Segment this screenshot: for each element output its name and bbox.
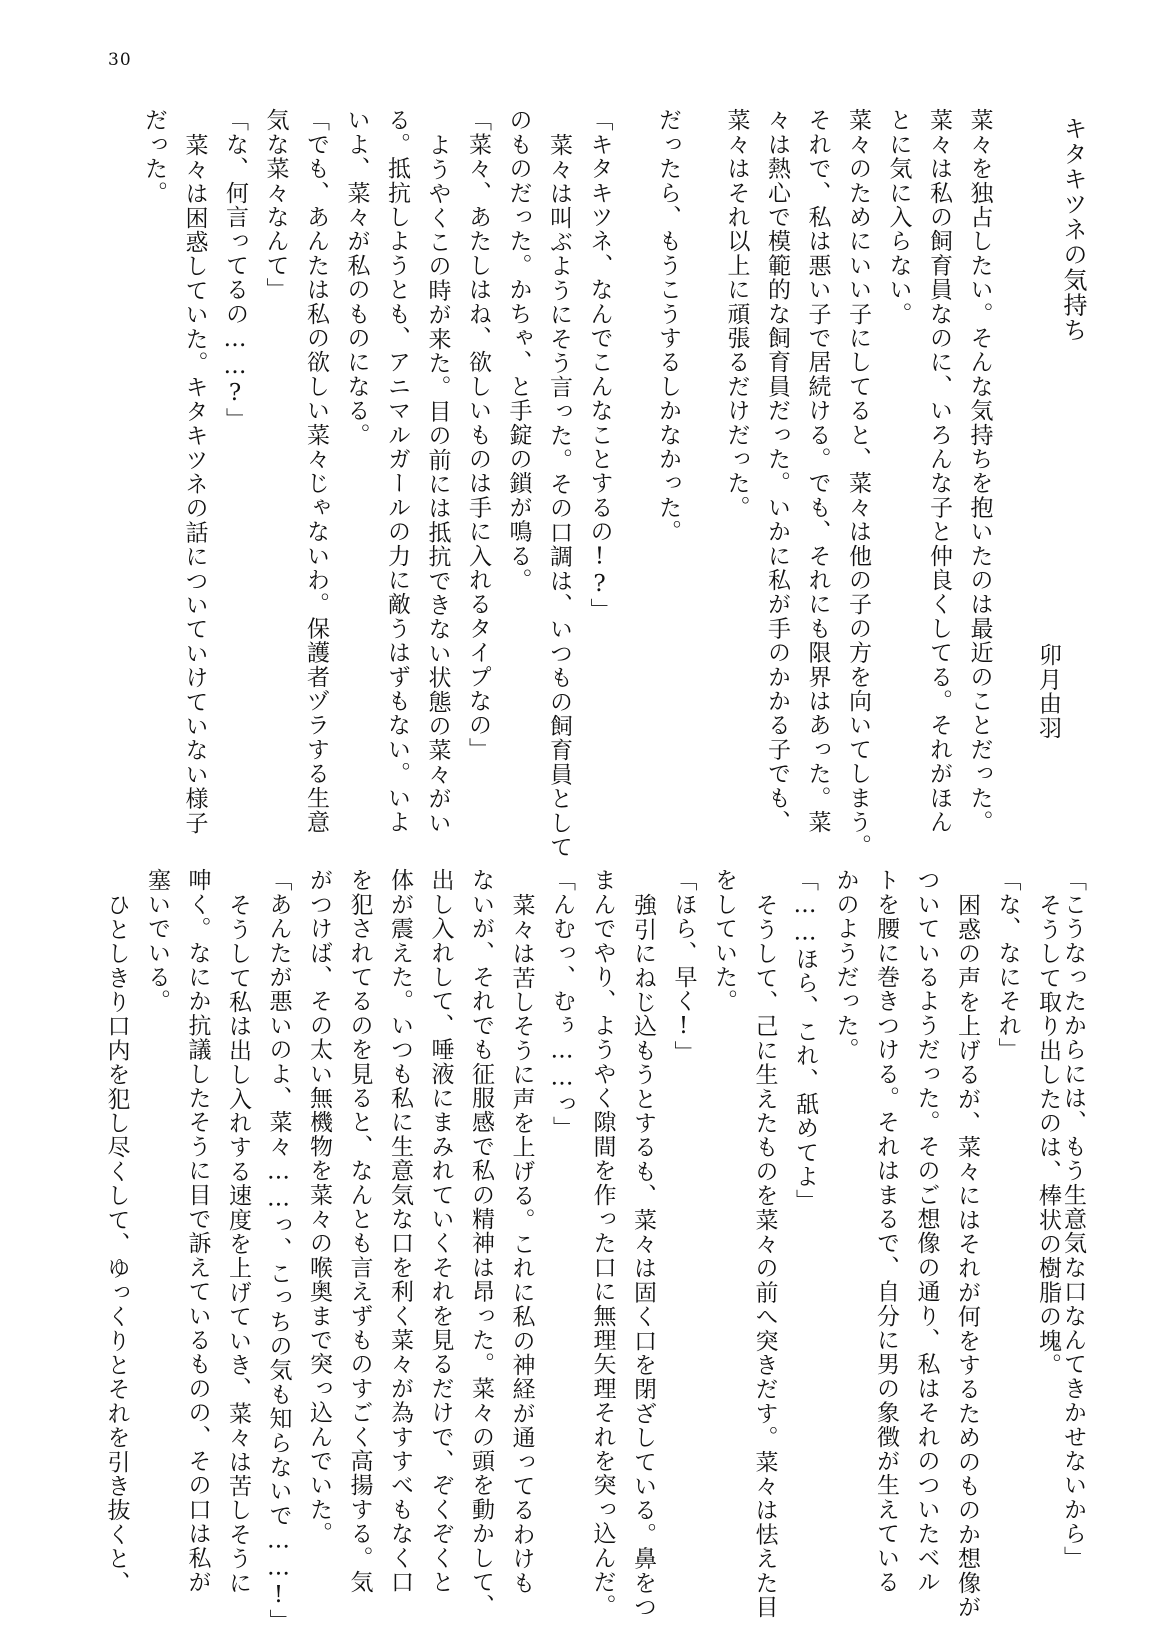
text-line: かのようだった。 <box>832 868 859 1062</box>
text-line: 体が震えた。いつも私に生意気な口を利く菜々が為すすべもなく口 <box>387 868 413 1594</box>
text-line: 塞いでいる。 <box>144 868 170 1014</box>
paragraph-spacer <box>612 108 640 828</box>
text-line: がつけば、その太い無機物を菜々の喉奥まで突っ込んでいた。 <box>306 868 332 1546</box>
story-title: キタキツネの気持ち <box>1059 116 1087 343</box>
text-line: 強引にねじ込もうとするも、菜々は固く口を閉ざしている。鼻をつ <box>630 893 656 1619</box>
text-line: 呻く。なにか抗議したそうに目で訴えているものの、その口は私が <box>184 868 211 1594</box>
text-line: そうして取り出したのは、棒状の樹脂の塊。 <box>1035 893 1061 1377</box>
text-line: ないが、それでも征服感で私の精神は昂った。菜々の頭を動かして、 <box>468 868 494 1619</box>
text-line: トを腰に巻きつける。それはまるで、自分に男の象徴が生えている <box>873 868 899 1594</box>
text-line: 「んむっ、むぅ……っ」 <box>549 868 575 1141</box>
text-line: 菜々はそれ以上に頑張るだけだった。 <box>723 108 750 520</box>
text-line: 菜々は困惑していた。キタキツネの話についていけていない様子 <box>181 133 208 835</box>
text-line: 「キタキツネ、なんでこんなことするの!?」 <box>586 108 613 623</box>
text-line: とに気に入らない。 <box>885 108 912 326</box>
text-line: ひとしきり口内を犯し尽くして、ゆっくりとそれを引き抜くと、 <box>103 893 130 1595</box>
text-line: 「ほら、早く!」 <box>670 868 697 1065</box>
text-line: のものだった。かちゃ、と手錠の鎖が鳴る。 <box>505 108 532 592</box>
paragraph-spacer <box>680 108 708 828</box>
text-line: 「あんたが悪いのよ、菜々……っ、こっちの気も知らないで……!」 <box>265 868 292 1634</box>
text-line: 「でも、あんたは私の欲しい菜々じゃないわ。保護者ヅラする生意 <box>303 108 329 834</box>
text-line: ついているようだった。そのご想像の通り、私はそれのついたベル <box>913 868 940 1594</box>
text-line: 出し入れして、唾液にまみれていくそれを見るだけで、ぞくぞくと <box>427 868 454 1594</box>
page-number: 30 <box>108 50 132 70</box>
text-line: そうして、己に生えたものを菜々の前へ突きだす。菜々は怯えた目 <box>751 893 778 1620</box>
text-line: 菜々を独占したい。そんな気持ちを抱いたのは最近のことだった。 <box>966 108 993 834</box>
text-line: 気な菜々なんて」 <box>262 108 289 302</box>
text-line: 菜々は私の飼育員なのに、いろんな子と仲良くしてる。それがほん <box>926 108 952 834</box>
text-line: だったら、もうこうするしかなかった。 <box>655 108 681 544</box>
text-line: ようやくこの時が来た。目の前には抵抗できない状態の菜々がい <box>424 133 451 835</box>
text-line: 困惑の声を上げるが、菜々にはそれが何をするためのものか想像が <box>954 893 980 1619</box>
text-line: 菜々は苦しそうに声を上げる。これに私の神経が通ってるわけも <box>508 893 535 1595</box>
text-line: 々は熱心で模範的な飼育員だった。いかに私が手のかかる子でも、 <box>764 108 790 834</box>
text-line: をしていた。 <box>711 868 737 1014</box>
text-line: そうして私は出し入れする速度を上げていき、菜々は苦しそうに <box>225 893 251 1595</box>
text-line: だった。 <box>141 108 167 205</box>
text-line: 「……ほら、これ、舐めてよ」 <box>792 868 818 1213</box>
text-line: まんでやり、ようやく隙間を作った口に無理矢理それを突っ込んだ。 <box>589 868 616 1619</box>
text-line: 菜々のためにいい子にしてると、菜々は他の子の方を向いてしまう。 <box>845 108 871 859</box>
text-line: 「な、何言ってるの……?」 <box>222 108 248 432</box>
text-line: る。抵抗しようとも、アニマルガールの力に敵うはずもない。いよ <box>384 108 410 834</box>
text-line: いよ、菜々が私のものになる。 <box>343 108 370 447</box>
bottom-text-band <box>75 868 1086 1634</box>
text-line: 「な、なにそれ」 <box>994 868 1021 1062</box>
text-line: を犯されてるのを見ると、なんとも言えずものすごく高揚する。気 <box>346 868 373 1594</box>
text-line: 菜々は叫ぶようにそう言った。その口調は、いつもの飼育員として <box>546 133 572 859</box>
author-name: 卯月由羽 <box>1035 643 1061 740</box>
text-line: 「こうなったからには、もう生意気な口なんてきかせないから」 <box>1060 868 1086 1570</box>
top-text-band <box>75 108 1087 859</box>
text-line: 「菜々、あたしはね、欲しいものは手に入れるタイプなの」 <box>465 108 491 762</box>
title-spacer <box>992 108 1020 828</box>
text-line: それで、私は悪い子で居続ける。でも、それにも限界はあった。菜 <box>804 108 831 834</box>
